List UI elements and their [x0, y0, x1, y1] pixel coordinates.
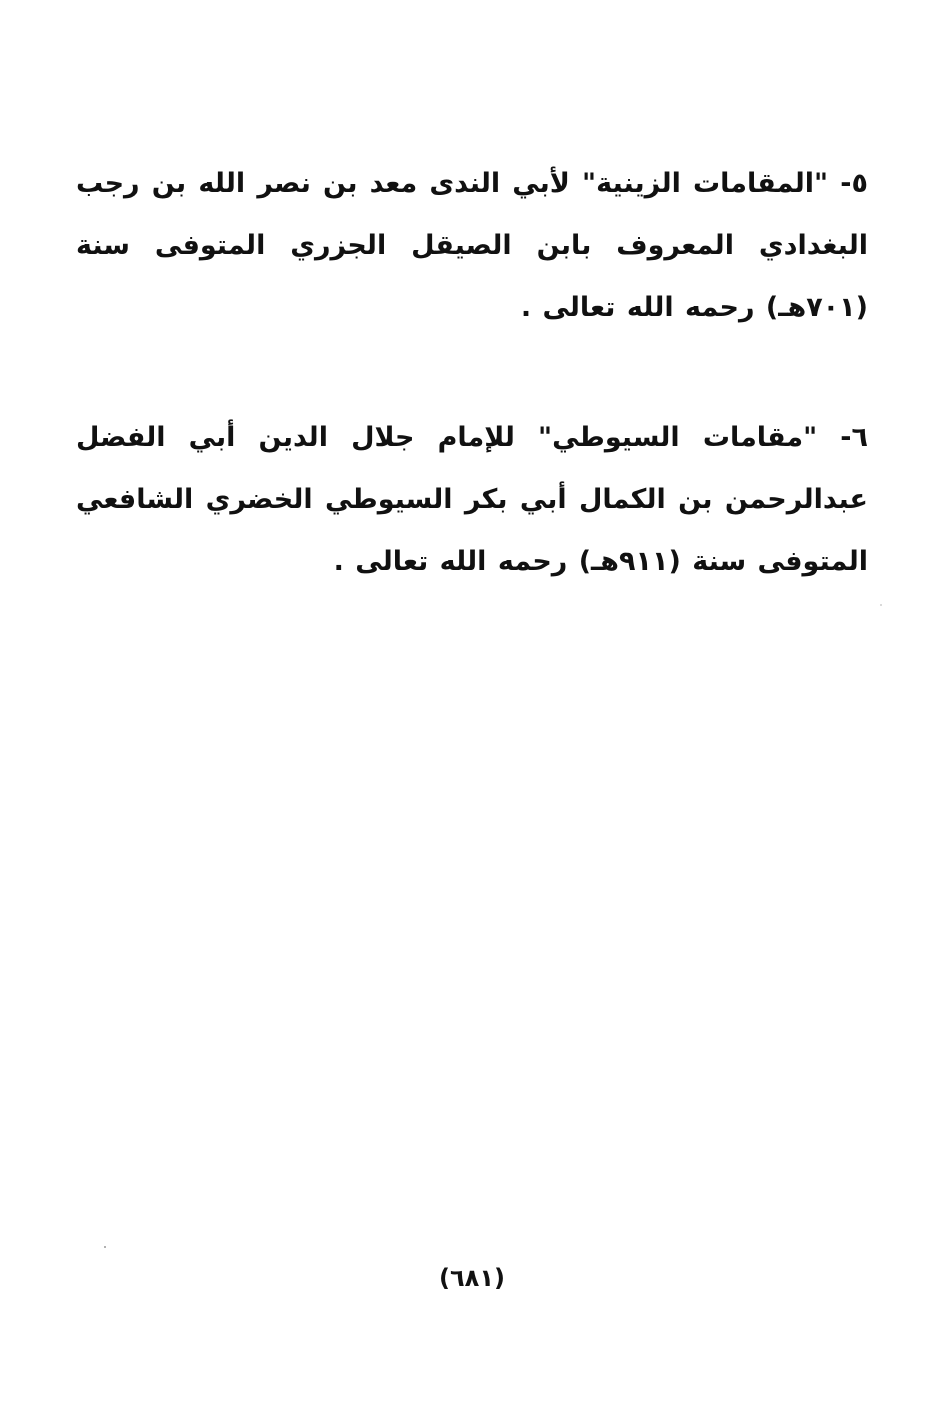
scan-speck [880, 604, 882, 606]
scan-speck [104, 1246, 106, 1248]
entry-5-paragraph: ٥- "المقامات الزينية" لأبي الندى معد بن نصر الله بن رجب البغدادي المعروف بابن الصيقل الجزري المتوفى سنة (٧٠١هـ) رحمه الله تعالى . [76, 168, 868, 323]
page-number: (٦٨١) [439, 1264, 505, 1292]
entry-6-paragraph: ٦- "مقامات السيوطي" للإمام جلال الدين أبي الفضل عبدالرحمن بن الكمال أبي بكر السيوطي الخضري الشافعي المتوفى سنة (٩١١هـ) رحمه الله تعالى . [76, 422, 868, 577]
